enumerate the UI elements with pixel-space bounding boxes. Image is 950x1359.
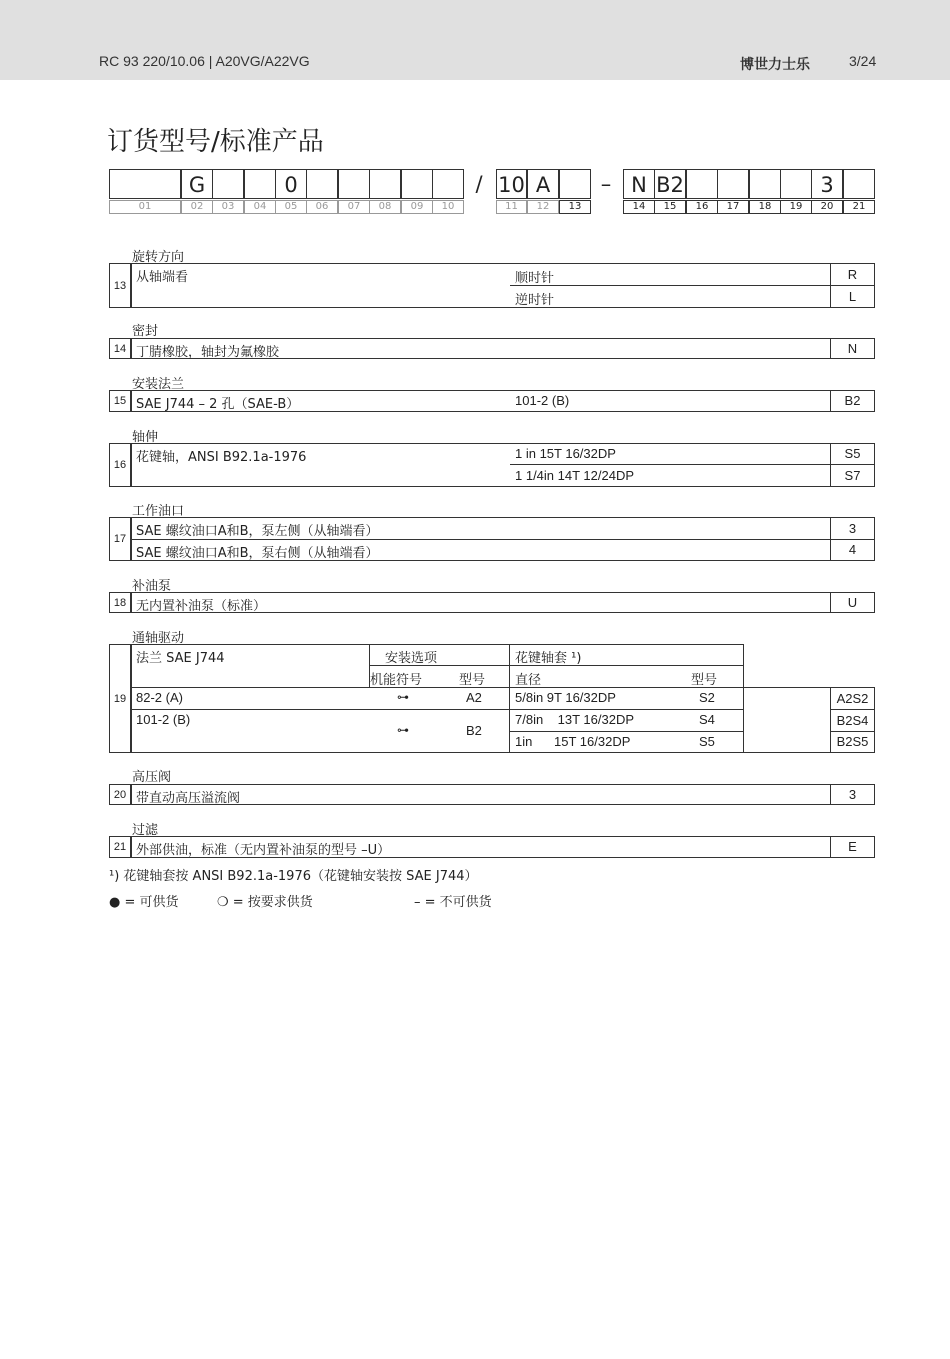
divider [509, 731, 744, 732]
section-number-16: 16 [109, 443, 131, 487]
code-U: U [830, 592, 875, 613]
column-header-type2: 型号 [691, 673, 718, 688]
code-E: E [830, 836, 875, 858]
code-B2: B2 [830, 390, 875, 412]
order-code-cell [212, 169, 244, 199]
column-header-mounting: 安装选项 [385, 651, 438, 666]
order-code-cell: B2 [654, 169, 686, 199]
divider [509, 644, 510, 753]
column-header-coupler: 花键轴套 ¹) [515, 651, 582, 666]
shaft-description: 花键轴，ANSI B92.1a-1976 [136, 450, 307, 465]
code-S5: S5 [830, 443, 875, 465]
rotation-description: 从轴端看 [136, 270, 189, 285]
page-number: 3/24 [849, 53, 877, 69]
order-code-cell: N [623, 169, 655, 199]
section-number-20: 20 [109, 784, 131, 805]
seals-description: 丁腈橡胶，轴封为氟橡胶 [136, 345, 280, 360]
code-A2S2: A2S2 [830, 687, 875, 710]
legend-not-available: – = 不可供货 [414, 895, 492, 910]
code-L: L [830, 285, 875, 308]
order-code-position: 16 [686, 200, 718, 214]
brand-name: 博世力士乐 [740, 57, 810, 73]
section-number-17: 17 [109, 517, 131, 561]
high-pressure-valve-description: 带直动高压溢流阀 [136, 791, 241, 806]
order-code-position: 19 [780, 200, 812, 214]
ports-option-left: SAE 螺纹油口A和B，泵左侧（从轴端看） [136, 524, 379, 539]
flange-value: 101-2 (B) [515, 393, 570, 408]
order-code-cell [780, 169, 812, 199]
section-number-18: 18 [109, 592, 131, 613]
footnote: ¹) 花键轴套按 ANSI B92.1a-1976（花键轴安装按 SAE J744） [109, 869, 478, 884]
section-number-21: 21 [109, 836, 131, 858]
code-3: 3 [830, 517, 875, 540]
order-code-position: 17 [717, 200, 749, 214]
code-4: 4 [830, 539, 875, 561]
order-code-cell [338, 169, 370, 199]
table-row-flange: 101-2 (B) [136, 712, 191, 727]
code-B2S4: B2S4 [830, 709, 875, 732]
divider [131, 709, 744, 710]
mounting-symbol-icon: ⊶ [397, 723, 409, 737]
order-code-cell: 10 [496, 169, 527, 199]
order-code-cell: 3 [811, 169, 843, 199]
legend-available: ● = 可供货 [109, 895, 179, 910]
flange-description: SAE J744 – 2 孔（SAE-B） [136, 397, 300, 412]
order-code-cell [843, 169, 875, 199]
order-code-position: 21 [843, 200, 875, 214]
table-row-diameter: 1in 15T 16/32DP [515, 734, 631, 749]
order-code-cell [109, 169, 181, 199]
order-code-position: 13 [559, 200, 591, 214]
order-code-position: 05 [275, 200, 307, 214]
section-label-seals: 密封 [132, 324, 159, 339]
section-number-13: 13 [109, 263, 131, 308]
section-label-through-drive: 通轴驱动 [132, 631, 185, 646]
document-reference: RC 93 220/10.06 | A20VG/A22VG [99, 53, 310, 69]
divider [131, 539, 831, 540]
order-code-cell: G [181, 169, 213, 199]
table-row-diameter: 7/8in 13T 16/32DP [515, 712, 635, 727]
order-code-position: 03 [212, 200, 244, 214]
order-code-cell [717, 169, 749, 199]
section-label-high-pressure-valve: 高压阀 [132, 770, 172, 785]
mounting-symbol-icon: ⊶ [397, 690, 409, 704]
order-code-cell [244, 169, 276, 199]
order-code-position: 01 [109, 200, 181, 214]
ports-option-right: SAE 螺纹油口A和B，泵右侧（从轴端看） [136, 546, 379, 561]
order-code-position: 08 [369, 200, 401, 214]
table-row-type2: S2 [699, 690, 715, 705]
section-label-rotation: 旋转方向 [132, 250, 185, 265]
order-code-cell [369, 169, 401, 199]
column-header-flange: 法兰 SAE J744 [136, 651, 225, 666]
order-code-position: 04 [244, 200, 276, 214]
order-code-cell [559, 169, 591, 199]
order-code-separator: – [600, 172, 612, 196]
order-code-cell [686, 169, 718, 199]
order-code-position: 11 [496, 200, 527, 214]
section-number-19: 19 [109, 644, 131, 753]
code-S7: S7 [830, 464, 875, 487]
order-code-cell [401, 169, 433, 199]
order-code-position: 20 [811, 200, 843, 214]
order-code-position: 18 [749, 200, 781, 214]
rotation-option-clockwise: 顺时针 [515, 271, 555, 286]
column-header-symbol: 机能符号 [370, 673, 423, 688]
divider [743, 752, 830, 753]
section-label-shaft: 轴伸 [132, 430, 159, 445]
column-header-type: 型号 [459, 673, 486, 688]
table-row-type2: S5 [699, 734, 715, 749]
order-code-position: 02 [181, 200, 213, 214]
boost-pump-description: 无内置补油泵（标准） [136, 599, 267, 614]
order-code-position: 12 [527, 200, 559, 214]
code-N: N [830, 338, 875, 359]
page-title: 订货型号/标准产品 [107, 127, 324, 157]
code-3: 3 [830, 784, 875, 805]
rotation-option-counterclockwise: 逆时针 [515, 293, 555, 308]
column-header-diameter: 直径 [515, 673, 542, 688]
shaft-option-s7: 1 1/4in 14T 12/24DP [515, 468, 635, 483]
page-header [0, 0, 950, 80]
divider [743, 687, 830, 688]
section-label-boost-pump: 补油泵 [132, 579, 172, 594]
order-code-grid [109, 169, 875, 217]
order-code-position: 06 [306, 200, 338, 214]
table-row-type: B2 [466, 723, 482, 738]
order-code-position: 10 [432, 200, 464, 214]
order-code-position: 15 [654, 200, 686, 214]
order-code-position: 14 [623, 200, 655, 214]
section-number-15: 15 [109, 390, 131, 412]
section-label-ports: 工作油口 [132, 504, 185, 519]
code-B2S5: B2S5 [830, 731, 875, 753]
order-code-position: 07 [338, 200, 370, 214]
table-row-flange: 82-2 (A) [136, 690, 183, 705]
order-code-cell [306, 169, 338, 199]
divider [131, 687, 744, 688]
code-R: R [830, 263, 875, 286]
order-code-separator: / [475, 172, 483, 196]
order-code-cell [432, 169, 464, 199]
order-code-cell: A [527, 169, 559, 199]
section-label-flange: 安装法兰 [132, 377, 185, 392]
table-row-type: A2 [466, 690, 482, 705]
divider [510, 464, 830, 465]
filtration-description: 外部供油，标准（无内置补油泵的型号 –U） [136, 843, 391, 858]
order-code-position: 09 [401, 200, 433, 214]
order-code-cell: 0 [275, 169, 307, 199]
divider [510, 285, 830, 286]
section-label-filtration: 过滤 [132, 823, 159, 838]
section-number-14: 14 [109, 338, 131, 359]
table-row-diameter: 5/8in 9T 16/32DP [515, 690, 616, 705]
table-row-type2: S4 [699, 712, 715, 727]
legend-on-request: ❍ = 按要求供货 [217, 895, 313, 910]
order-code-cell [749, 169, 781, 199]
shaft-option-s5: 1 in 15T 16/32DP [515, 446, 616, 461]
